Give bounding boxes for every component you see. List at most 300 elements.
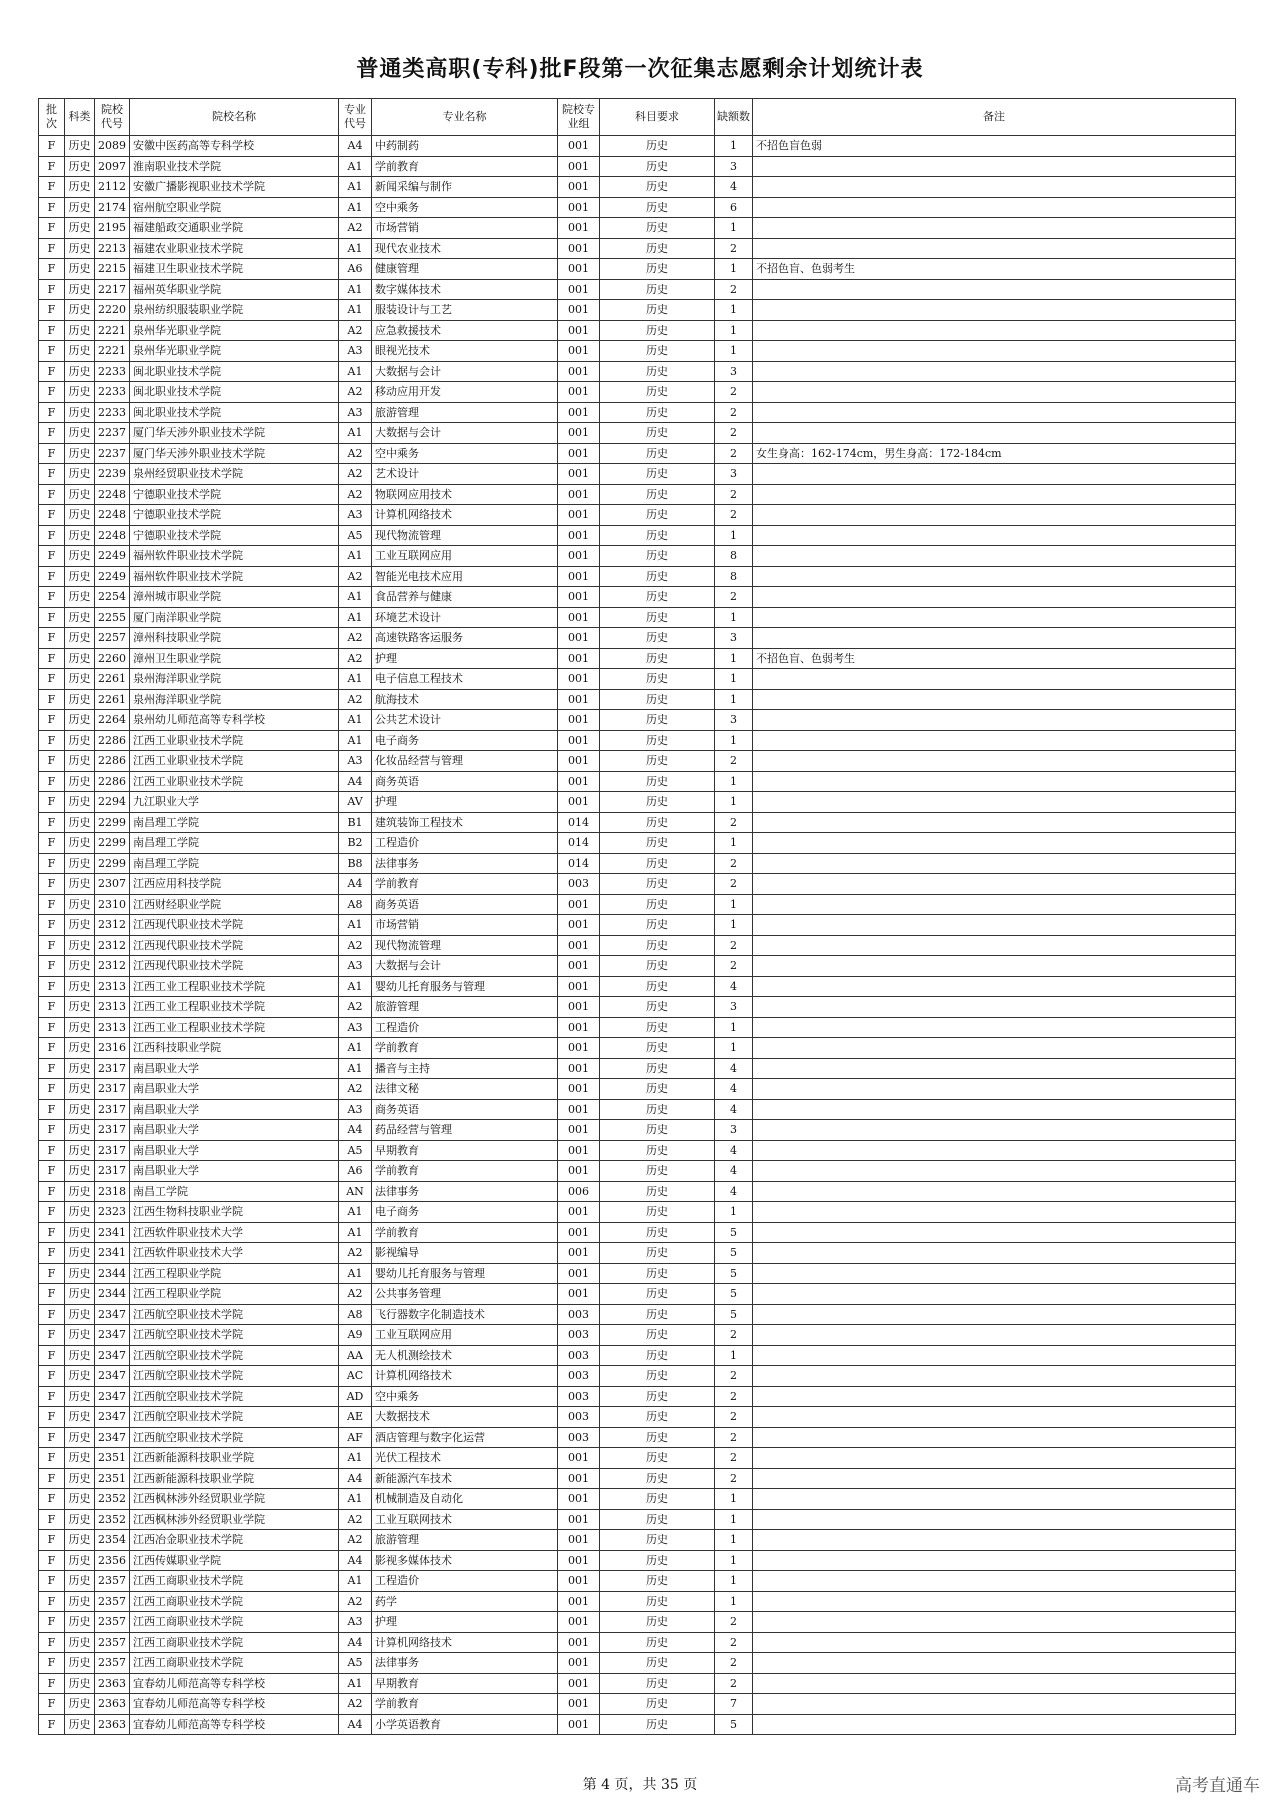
table-row xyxy=(39,853,1236,874)
batch-cell: F xyxy=(39,792,65,813)
remarks-cell xyxy=(753,1038,1236,1059)
category-cell: 历史 xyxy=(65,1038,95,1059)
major-group-cell: 003 xyxy=(558,1407,600,1428)
school-code-cell: 2248 xyxy=(95,484,130,505)
batch-cell: F xyxy=(39,1017,65,1038)
vacancy-cell: 1 xyxy=(715,300,753,321)
vacancy-cell: 5 xyxy=(715,1263,753,1284)
school-name-cell: 宜春幼儿师范高等专科学校 xyxy=(130,1673,339,1694)
school-code-cell: 2354 xyxy=(95,1530,130,1551)
table-header-row xyxy=(39,99,1236,136)
major-name-cell: 学前教育 xyxy=(372,1694,558,1715)
school-code-cell: 2286 xyxy=(95,771,130,792)
remarks-cell xyxy=(753,423,1236,444)
subject-req-cell: 历史 xyxy=(600,689,715,710)
batch-cell: F xyxy=(39,505,65,526)
major-group-cell: 003 xyxy=(558,874,600,895)
school-code-cell: 2312 xyxy=(95,935,130,956)
category-cell: 历史 xyxy=(65,1509,95,1530)
vacancy-cell: 4 xyxy=(715,1079,753,1100)
major-code-cell: A3 xyxy=(339,1612,372,1633)
vacancy-cell: 1 xyxy=(715,136,753,157)
school-name-cell: 江西财经职业学院 xyxy=(130,894,339,915)
school-name-cell: 泉州纺织服装职业学院 xyxy=(130,300,339,321)
major-code-cell: A1 xyxy=(339,1673,372,1694)
major-group-cell: 001 xyxy=(558,587,600,608)
school-code-cell: 2254 xyxy=(95,587,130,608)
batch-cell: F xyxy=(39,525,65,546)
vacancy-cell: 1 xyxy=(715,894,753,915)
school-name-cell: 江西软件职业技术大学 xyxy=(130,1222,339,1243)
subject-req-cell: 历史 xyxy=(600,1243,715,1264)
vacancy-cell: 2 xyxy=(715,1325,753,1346)
major-code-cell: A1 xyxy=(339,1038,372,1059)
table-row xyxy=(39,1284,1236,1305)
school-name-cell: 闽北职业技术学院 xyxy=(130,402,339,423)
major-code-cell: A1 xyxy=(339,607,372,628)
school-name-cell: 九江职业大学 xyxy=(130,792,339,813)
major-name-cell: 现代物流管理 xyxy=(372,525,558,546)
school-code-cell: 2249 xyxy=(95,546,130,567)
remarks-cell xyxy=(753,1161,1236,1182)
major-name-cell: 健康管理 xyxy=(372,259,558,280)
major-group-cell: 001 xyxy=(558,751,600,772)
major-code-cell: A3 xyxy=(339,341,372,362)
major-group-cell: 006 xyxy=(558,1181,600,1202)
school-code-cell: 2341 xyxy=(95,1243,130,1264)
category-cell: 历史 xyxy=(65,566,95,587)
batch-cell: F xyxy=(39,1448,65,1469)
major-name-cell: 空中乘务 xyxy=(372,197,558,218)
vacancy-cell: 2 xyxy=(715,587,753,608)
major-name-cell: 空中乘务 xyxy=(372,443,558,464)
school-code-cell: 2317 xyxy=(95,1161,130,1182)
table-row xyxy=(39,1161,1236,1182)
vacancy-cell: 1 xyxy=(715,525,753,546)
subject-req-cell: 历史 xyxy=(600,1694,715,1715)
category-cell: 历史 xyxy=(65,997,95,1018)
subject-req-cell: 历史 xyxy=(600,177,715,198)
subject-req-cell: 历史 xyxy=(600,771,715,792)
school-name-cell: 江西航空职业技术学院 xyxy=(130,1407,339,1428)
remarks-cell xyxy=(753,1058,1236,1079)
batch-cell: F xyxy=(39,1058,65,1079)
major-group-cell: 001 xyxy=(558,1038,600,1059)
category-cell: 历史 xyxy=(65,1325,95,1346)
major-code-cell: A1 xyxy=(339,730,372,751)
school-code-cell: 2221 xyxy=(95,320,130,341)
major-group-cell: 001 xyxy=(558,238,600,259)
table-row xyxy=(39,771,1236,792)
category-cell: 历史 xyxy=(65,1345,95,1366)
batch-cell: F xyxy=(39,1612,65,1633)
school-code-cell: 2317 xyxy=(95,1099,130,1120)
category-cell: 历史 xyxy=(65,1366,95,1387)
vacancy-cell: 5 xyxy=(715,1284,753,1305)
school-code-cell: 2097 xyxy=(95,156,130,177)
major-group-cell: 001 xyxy=(558,771,600,792)
subject-req-cell: 历史 xyxy=(600,320,715,341)
major-code-cell: A1 xyxy=(339,669,372,690)
batch-cell: F xyxy=(39,361,65,382)
major-code-cell: B2 xyxy=(339,833,372,854)
major-code-cell: A1 xyxy=(339,976,372,997)
batch-cell: F xyxy=(39,1571,65,1592)
batch-cell: F xyxy=(39,238,65,259)
major-code-cell: A4 xyxy=(339,1714,372,1735)
school-name-cell: 江西工商职业技术学院 xyxy=(130,1591,339,1612)
batch-cell: F xyxy=(39,1079,65,1100)
major-code-cell: A1 xyxy=(339,279,372,300)
category-cell: 历史 xyxy=(65,1550,95,1571)
school-name-cell: 江西工业工程职业技术学院 xyxy=(130,1017,339,1038)
school-code-cell: 2363 xyxy=(95,1714,130,1735)
school-name-cell: 漳州卫生职业学院 xyxy=(130,648,339,669)
major-code-cell: A1 xyxy=(339,197,372,218)
vacancy-cell: 1 xyxy=(715,320,753,341)
table-row xyxy=(39,341,1236,362)
batch-cell: F xyxy=(39,1468,65,1489)
major-name-cell: 工程造价 xyxy=(372,1017,558,1038)
remarks-cell xyxy=(753,361,1236,382)
major-name-cell: 影视多媒体技术 xyxy=(372,1550,558,1571)
category-cell: 历史 xyxy=(65,279,95,300)
major-code-cell: A1 xyxy=(339,1222,372,1243)
table-row xyxy=(39,976,1236,997)
school-name-cell: 江西工业职业技术学院 xyxy=(130,751,339,772)
major-name-cell: 环境艺术设计 xyxy=(372,607,558,628)
col-header-school-code: 院校代号 xyxy=(95,99,130,136)
vacancy-cell: 2 xyxy=(715,484,753,505)
remarks-cell xyxy=(753,1591,1236,1612)
school-name-cell: 福建农业职业技术学院 xyxy=(130,238,339,259)
school-name-cell: 泉州华光职业学院 xyxy=(130,341,339,362)
major-name-cell: 高速铁路客运服务 xyxy=(372,628,558,649)
vacancy-cell: 2 xyxy=(715,402,753,423)
vacancy-cell: 2 xyxy=(715,1632,753,1653)
batch-cell: F xyxy=(39,156,65,177)
subject-req-cell: 历史 xyxy=(600,484,715,505)
remarks-cell xyxy=(753,197,1236,218)
major-group-cell: 001 xyxy=(558,136,600,157)
batch-cell: F xyxy=(39,874,65,895)
vacancy-cell: 2 xyxy=(715,874,753,895)
subject-req-cell: 历史 xyxy=(600,1038,715,1059)
vacancy-cell: 1 xyxy=(715,1202,753,1223)
remarks-cell xyxy=(753,1079,1236,1100)
major-name-cell: 工业互联网技术 xyxy=(372,1509,558,1530)
major-name-cell: 学前教育 xyxy=(372,156,558,177)
subject-req-cell: 历史 xyxy=(600,218,715,239)
major-code-cell: AF xyxy=(339,1427,372,1448)
major-code-cell: A2 xyxy=(339,464,372,485)
major-name-cell: 护理 xyxy=(372,792,558,813)
table-row xyxy=(39,1345,1236,1366)
school-name-cell: 江西工业职业技术学院 xyxy=(130,730,339,751)
vacancy-cell: 6 xyxy=(715,197,753,218)
vacancy-cell: 5 xyxy=(715,1304,753,1325)
school-code-cell: 2299 xyxy=(95,812,130,833)
category-cell: 历史 xyxy=(65,976,95,997)
batch-cell: F xyxy=(39,976,65,997)
major-name-cell: 公共艺术设计 xyxy=(372,710,558,731)
remarks-cell xyxy=(753,279,1236,300)
table-row xyxy=(39,1120,1236,1141)
school-code-cell: 2233 xyxy=(95,382,130,403)
major-code-cell: A3 xyxy=(339,751,372,772)
category-cell: 历史 xyxy=(65,1407,95,1428)
table-row xyxy=(39,218,1236,239)
major-code-cell: A2 xyxy=(339,1509,372,1530)
major-name-cell: 新能源汽车技术 xyxy=(372,1468,558,1489)
school-name-cell: 厦门华天涉外职业技术学院 xyxy=(130,423,339,444)
school-code-cell: 2316 xyxy=(95,1038,130,1059)
vacancy-cell: 1 xyxy=(715,341,753,362)
vacancy-cell: 4 xyxy=(715,976,753,997)
school-name-cell: 江西工商职业技术学院 xyxy=(130,1653,339,1674)
vacancy-cell: 2 xyxy=(715,935,753,956)
vacancy-cell: 1 xyxy=(715,607,753,628)
table-row xyxy=(39,1714,1236,1735)
major-group-cell: 003 xyxy=(558,1366,600,1387)
major-group-cell: 001 xyxy=(558,1202,600,1223)
major-group-cell: 001 xyxy=(558,1694,600,1715)
remarks-cell xyxy=(753,730,1236,751)
remarks-cell: 不招色盲、色弱考生 xyxy=(753,648,1236,669)
batch-cell: F xyxy=(39,1099,65,1120)
subject-req-cell: 历史 xyxy=(600,1407,715,1428)
school-name-cell: 闽北职业技术学院 xyxy=(130,382,339,403)
school-code-cell: 2318 xyxy=(95,1181,130,1202)
subject-req-cell: 历史 xyxy=(600,1222,715,1243)
subject-req-cell: 历史 xyxy=(600,1448,715,1469)
school-code-cell: 2352 xyxy=(95,1509,130,1530)
subject-req-cell: 历史 xyxy=(600,136,715,157)
col-header-batch: 批次 xyxy=(39,99,65,136)
category-cell: 历史 xyxy=(65,218,95,239)
remarks-cell xyxy=(753,1694,1236,1715)
batch-cell: F xyxy=(39,484,65,505)
major-name-cell: 婴幼儿托育服务与管理 xyxy=(372,1263,558,1284)
batch-cell: F xyxy=(39,587,65,608)
remarks-cell xyxy=(753,976,1236,997)
table-row xyxy=(39,136,1236,157)
table-row xyxy=(39,669,1236,690)
major-group-cell: 003 xyxy=(558,1427,600,1448)
col-header-major-name: 专业名称 xyxy=(372,99,558,136)
batch-cell: F xyxy=(39,689,65,710)
school-name-cell: 福建卫生职业技术学院 xyxy=(130,259,339,280)
table-row xyxy=(39,1612,1236,1633)
table-row xyxy=(39,1304,1236,1325)
major-code-cell: A2 xyxy=(339,1694,372,1715)
school-code-cell: 2213 xyxy=(95,238,130,259)
school-name-cell: 南昌职业大学 xyxy=(130,1079,339,1100)
school-name-cell: 江西航空职业技术学院 xyxy=(130,1304,339,1325)
plan-table xyxy=(38,98,1236,1735)
school-name-cell: 泉州海洋职业学院 xyxy=(130,669,339,690)
category-cell: 历史 xyxy=(65,1263,95,1284)
school-code-cell: 2249 xyxy=(95,566,130,587)
table-row xyxy=(39,1243,1236,1264)
category-cell: 历史 xyxy=(65,361,95,382)
category-cell: 历史 xyxy=(65,341,95,362)
school-name-cell: 宁德职业技术学院 xyxy=(130,525,339,546)
subject-req-cell: 历史 xyxy=(600,1632,715,1653)
batch-cell: F xyxy=(39,1038,65,1059)
table-row xyxy=(39,1448,1236,1469)
batch-cell: F xyxy=(39,853,65,874)
school-name-cell: 泉州经贸职业技术学院 xyxy=(130,464,339,485)
major-code-cell: A2 xyxy=(339,320,372,341)
major-code-cell: A1 xyxy=(339,915,372,936)
major-name-cell: 计算机网络技术 xyxy=(372,1632,558,1653)
batch-cell: F xyxy=(39,1427,65,1448)
school-name-cell: 福州软件职业技术学院 xyxy=(130,566,339,587)
major-group-cell: 001 xyxy=(558,566,600,587)
table-row xyxy=(39,238,1236,259)
category-cell: 历史 xyxy=(65,1202,95,1223)
table-row xyxy=(39,505,1236,526)
major-name-cell: 市场营销 xyxy=(372,915,558,936)
category-cell: 历史 xyxy=(65,300,95,321)
major-code-cell: A1 xyxy=(339,300,372,321)
remarks-cell xyxy=(753,628,1236,649)
subject-req-cell: 历史 xyxy=(600,915,715,936)
school-name-cell: 南昌职业大学 xyxy=(130,1161,339,1182)
school-name-cell: 宜春幼儿师范高等专科学校 xyxy=(130,1714,339,1735)
batch-cell: F xyxy=(39,730,65,751)
remarks-cell xyxy=(753,1140,1236,1161)
remarks-cell xyxy=(753,853,1236,874)
school-code-cell: 2299 xyxy=(95,853,130,874)
major-code-cell: A8 xyxy=(339,894,372,915)
vacancy-cell: 1 xyxy=(715,730,753,751)
table-row xyxy=(39,628,1236,649)
subject-req-cell: 历史 xyxy=(600,710,715,731)
category-cell: 历史 xyxy=(65,1571,95,1592)
major-name-cell: 护理 xyxy=(372,648,558,669)
major-group-cell: 001 xyxy=(558,156,600,177)
table-row xyxy=(39,464,1236,485)
remarks-cell xyxy=(753,1468,1236,1489)
batch-cell: F xyxy=(39,1489,65,1510)
major-code-cell: A2 xyxy=(339,382,372,403)
subject-req-cell: 历史 xyxy=(600,341,715,362)
major-name-cell: 大数据与会计 xyxy=(372,361,558,382)
category-cell: 历史 xyxy=(65,1304,95,1325)
category-cell: 历史 xyxy=(65,1386,95,1407)
major-code-cell: A3 xyxy=(339,505,372,526)
table-row xyxy=(39,935,1236,956)
vacancy-cell: 2 xyxy=(715,812,753,833)
school-code-cell: 2237 xyxy=(95,443,130,464)
school-name-cell: 江西工程职业学院 xyxy=(130,1263,339,1284)
table-row xyxy=(39,997,1236,1018)
remarks-cell xyxy=(753,1632,1236,1653)
school-name-cell: 安徽中医药高等专科学校 xyxy=(130,136,339,157)
major-group-cell: 001 xyxy=(558,320,600,341)
school-code-cell: 2248 xyxy=(95,525,130,546)
major-code-cell: A3 xyxy=(339,1099,372,1120)
school-name-cell: 江西新能源科技职业学院 xyxy=(130,1468,339,1489)
vacancy-cell: 2 xyxy=(715,1366,753,1387)
major-code-cell: A6 xyxy=(339,259,372,280)
batch-cell: F xyxy=(39,1243,65,1264)
major-group-cell: 001 xyxy=(558,1468,600,1489)
major-name-cell: 法律文秘 xyxy=(372,1079,558,1100)
remarks-cell xyxy=(753,935,1236,956)
batch-cell: F xyxy=(39,915,65,936)
vacancy-cell: 1 xyxy=(715,1509,753,1530)
batch-cell: F xyxy=(39,1530,65,1551)
vacancy-cell: 3 xyxy=(715,361,753,382)
subject-req-cell: 历史 xyxy=(600,1304,715,1325)
vacancy-cell: 3 xyxy=(715,464,753,485)
subject-req-cell: 历史 xyxy=(600,1386,715,1407)
vacancy-cell: 2 xyxy=(715,1386,753,1407)
batch-cell: F xyxy=(39,1325,65,1346)
table-row xyxy=(39,320,1236,341)
major-code-cell: A1 xyxy=(339,238,372,259)
col-header-subject-req: 科目要求 xyxy=(600,99,715,136)
major-group-cell: 001 xyxy=(558,1530,600,1551)
major-name-cell: 化妆品经营与管理 xyxy=(372,751,558,772)
category-cell: 历史 xyxy=(65,238,95,259)
subject-req-cell: 历史 xyxy=(600,1202,715,1223)
major-code-cell: A5 xyxy=(339,525,372,546)
subject-req-cell: 历史 xyxy=(600,976,715,997)
batch-cell: F xyxy=(39,935,65,956)
major-name-cell: 学前教育 xyxy=(372,1161,558,1182)
subject-req-cell: 历史 xyxy=(600,1017,715,1038)
major-name-cell: 数字媒体技术 xyxy=(372,279,558,300)
major-code-cell: A4 xyxy=(339,771,372,792)
table-row xyxy=(39,1550,1236,1571)
major-code-cell: A2 xyxy=(339,218,372,239)
batch-cell: F xyxy=(39,177,65,198)
vacancy-cell: 7 xyxy=(715,1694,753,1715)
category-cell: 历史 xyxy=(65,935,95,956)
remarks-cell xyxy=(753,812,1236,833)
major-group-cell: 001 xyxy=(558,607,600,628)
major-name-cell: 移动应用开发 xyxy=(372,382,558,403)
major-group-cell: 001 xyxy=(558,1263,600,1284)
remarks-cell xyxy=(753,320,1236,341)
category-cell: 历史 xyxy=(65,1694,95,1715)
major-group-cell: 003 xyxy=(558,1325,600,1346)
major-group-cell: 001 xyxy=(558,505,600,526)
school-name-cell: 江西工业职业技术学院 xyxy=(130,771,339,792)
batch-cell: F xyxy=(39,1140,65,1161)
remarks-cell xyxy=(753,505,1236,526)
vacancy-cell: 8 xyxy=(715,566,753,587)
batch-cell: F xyxy=(39,1407,65,1428)
category-cell: 历史 xyxy=(65,320,95,341)
category-cell: 历史 xyxy=(65,1427,95,1448)
remarks-cell xyxy=(753,997,1236,1018)
major-group-cell: 001 xyxy=(558,1714,600,1735)
table-row xyxy=(39,1058,1236,1079)
major-name-cell: 法律事务 xyxy=(372,1181,558,1202)
major-name-cell: 影视编导 xyxy=(372,1243,558,1264)
school-code-cell: 2363 xyxy=(95,1694,130,1715)
major-name-cell: 工业互联网应用 xyxy=(372,546,558,567)
table-row xyxy=(39,689,1236,710)
major-name-cell: 艺术设计 xyxy=(372,464,558,485)
school-name-cell: 淮南职业技术学院 xyxy=(130,156,339,177)
major-code-cell: A2 xyxy=(339,443,372,464)
